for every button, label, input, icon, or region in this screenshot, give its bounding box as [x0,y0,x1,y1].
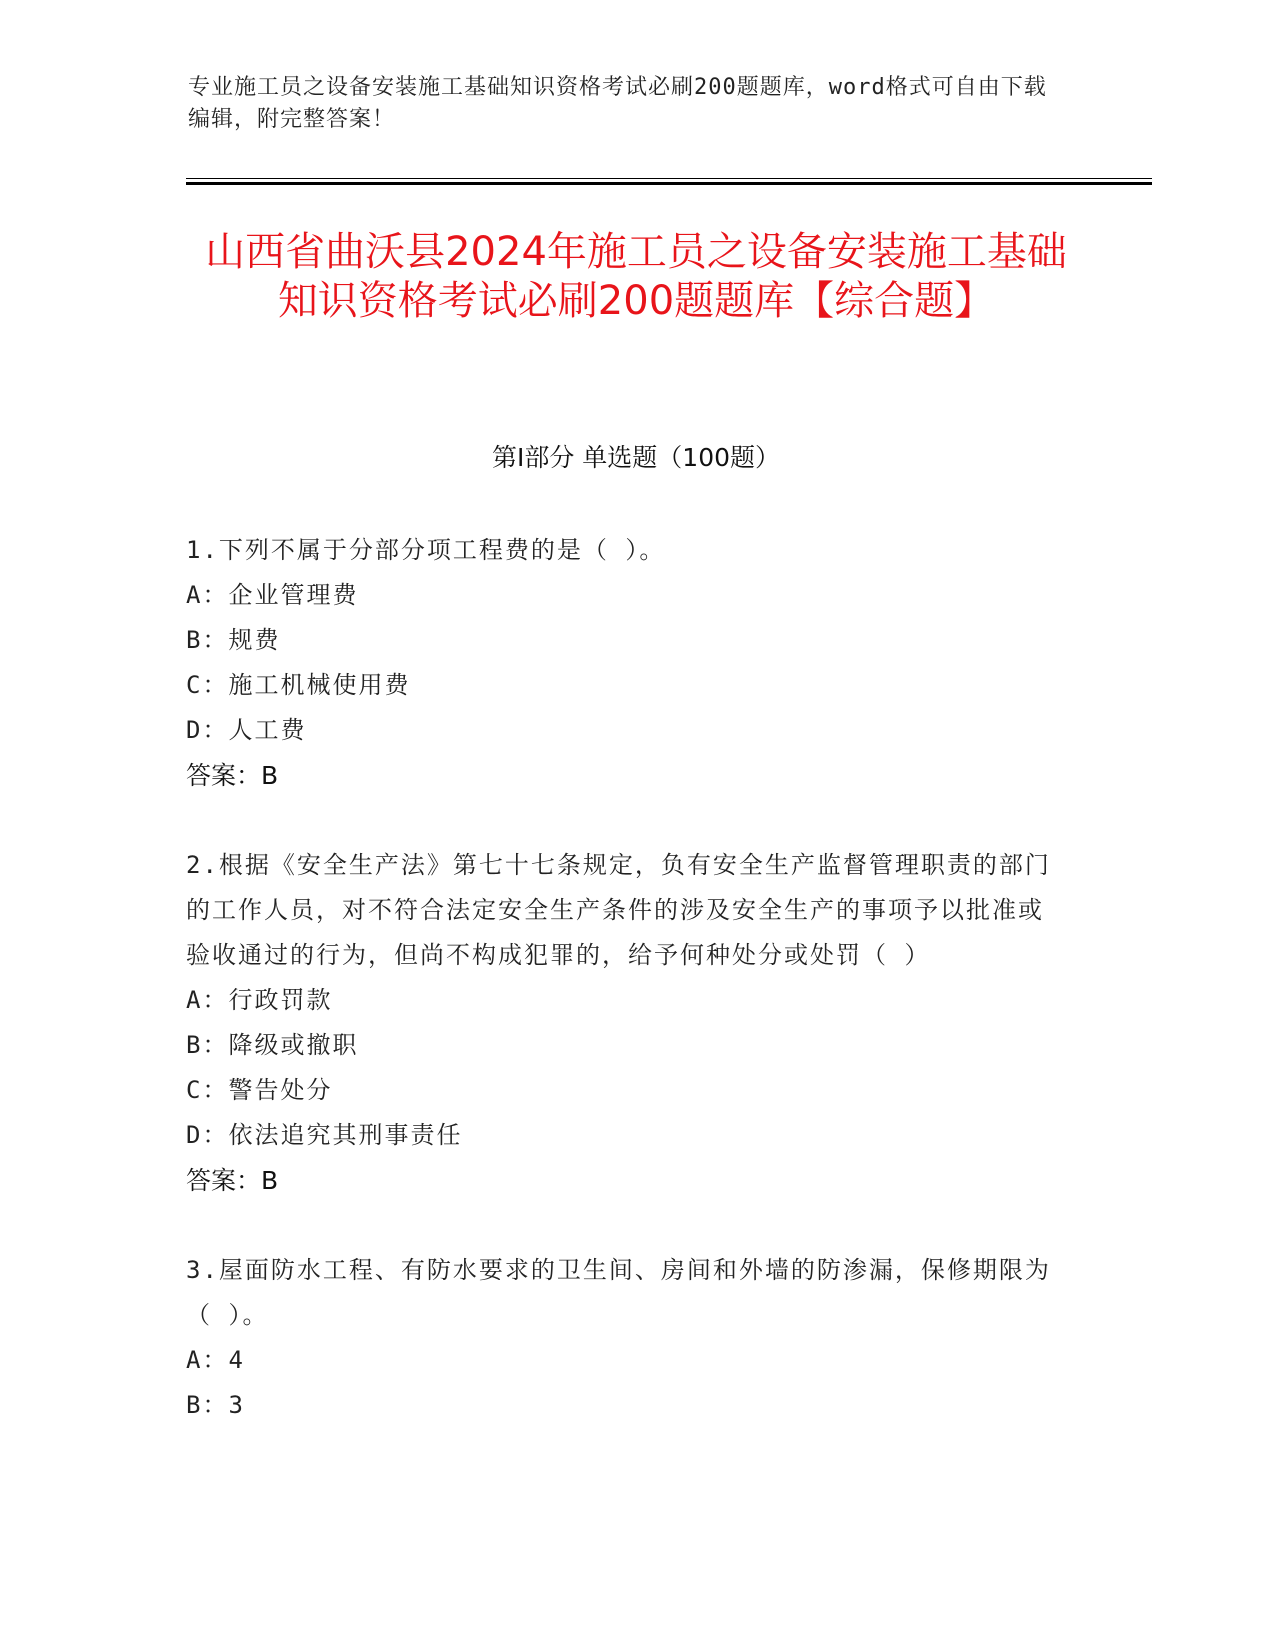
option-b: B：规费 [186,626,281,654]
option-d: D：依法追究其刑事责任 [186,1121,463,1149]
question-list [186,528,1066,1473]
question-1 [186,528,1066,798]
document-title: 山西省曲沃县2024年施工员之设备安装施工基础知识资格考试必刷200题题库【综合题】 [205,229,1067,324]
question-3 [186,1248,1066,1428]
header-note: 专业施工员之设备安装施工基础知识资格考试必刷200题题库，word格式可自由下载编辑，附完整答案！ [188,75,1047,132]
option-b: B：3 [186,1391,245,1419]
question-stem: 3.屋面防水工程、有防水要求的卫生间、房间和外墙的防渗漏，保修期限为（ ）。 [186,1256,1051,1329]
question-2 [186,843,1066,1203]
header-divider-thick [186,182,1152,185]
option-a: A：企业管理费 [186,581,359,609]
answer: 答案：B [186,761,279,790]
option-b: B：降级或撤职 [186,1031,359,1059]
option-c: C：施工机械使用费 [186,671,411,699]
section-title: 第I部分 单选题（100题） [491,443,781,472]
header-divider-thin [186,178,1152,179]
question-stem: 1.下列不属于分部分项工程费的是（ ）。 [186,536,666,564]
option-a: A：4 [186,1346,245,1374]
option-c: C：警告处分 [186,1076,333,1104]
answer: 答案：B [186,1166,279,1195]
option-d: D：人工费 [186,716,307,744]
option-a: A：行政罚款 [186,986,333,1014]
question-stem: 2.根据《安全生产法》第七十七条规定，负有安全生产监督管理职责的部门的工作人员，对不符合法定安全生产条件的涉及安全生产的事项予以批准或验收通过的行为，但尚不构成犯罪的，给予何种处分或处罚（ ） [186,851,1051,969]
